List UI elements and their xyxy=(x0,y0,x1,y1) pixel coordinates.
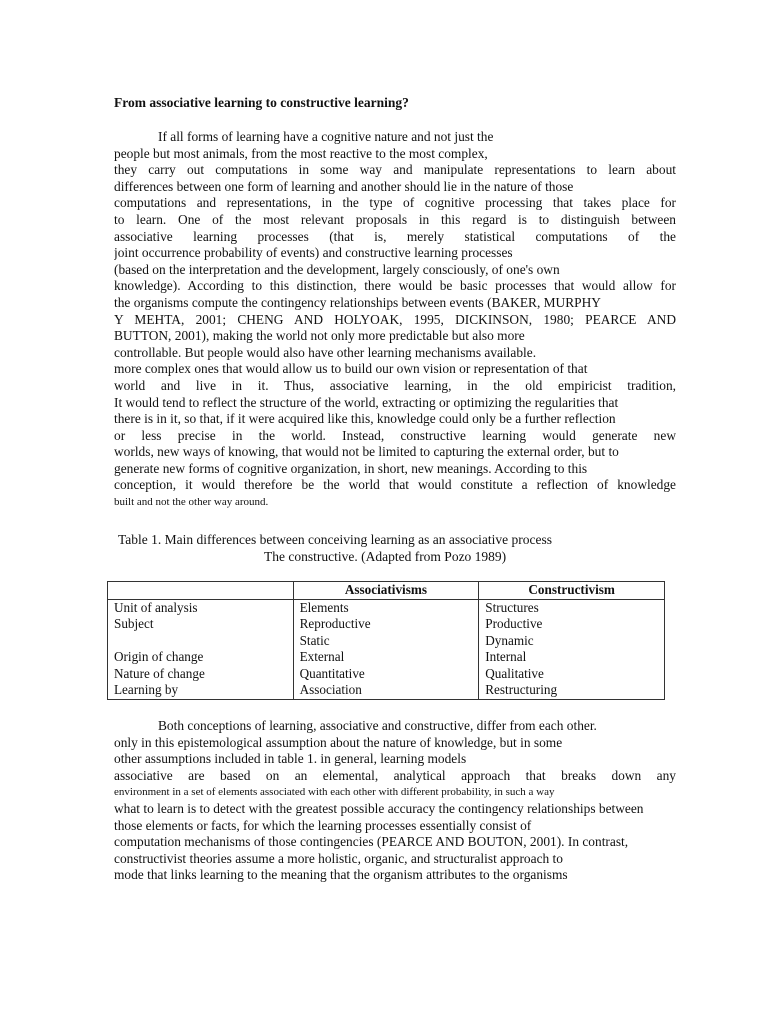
text-line: world and live in it. Thus, associative learning, in the old empiricist tradition, xyxy=(114,377,676,393)
table-header-cell: Constructivism xyxy=(479,582,665,600)
text-line: those elements or facts, for which the learning processes essentially consist of xyxy=(114,817,532,833)
text-line: or less precise in the world. Instead, constructive learning would generate new xyxy=(114,427,676,443)
table-header-cell: Associativisms xyxy=(293,582,479,600)
table-row xyxy=(108,633,665,650)
text-line: controllable. But people would also have other learning mechanisms available. xyxy=(114,344,537,360)
section-title: From associative learning to constructive learning? xyxy=(114,95,409,110)
table-caption-line-1: Table 1. Main differences between conceiving learning as an associative process xyxy=(118,532,553,547)
table-cell: Learning by xyxy=(108,682,294,699)
text-line: worlds, new ways of knowing, that would not be limited to capturing the external order, but to xyxy=(114,444,619,460)
table-row xyxy=(108,649,665,666)
text-line: mode that links learning to the meaning that the organism attributes to the organisms xyxy=(114,867,568,883)
text-line: associative are based on an elemental, analytical approach that breaks down any xyxy=(114,767,676,783)
table-header-cell xyxy=(108,582,294,600)
comparison-table xyxy=(107,581,665,700)
table-cell: External xyxy=(293,649,479,666)
table-cell: Qualitative xyxy=(479,666,665,683)
text-line: associative learning processes (that is, merely statistical computations of the xyxy=(114,228,676,244)
table-cell: Reproductive xyxy=(293,616,479,633)
text-line: to learn. One of the most relevant proposals in this regard is to distinguish between xyxy=(114,211,676,227)
text-line: conception, it would therefore be the world that would constitute a reflection of knowledge xyxy=(114,477,676,493)
text-line: knowledge). According to this distinction, there would be basic processes that would allow for xyxy=(114,278,676,294)
text-line: generate new forms of cognitive organization, in short, new meanings. According to this xyxy=(114,460,588,476)
table-header-row xyxy=(108,582,665,600)
paragraph-2 xyxy=(114,718,676,884)
text-line: It would tend to reflect the structure of the world, extracting or optimizing the regularities that xyxy=(114,394,619,410)
text-line: the organisms compute the contingency relationships between events (BAKER, MURPHY xyxy=(114,294,601,310)
text-line: built and not the other way around. xyxy=(114,496,269,509)
table-cell: Subject xyxy=(108,616,294,633)
text-line: computation mechanisms of those contingencies (PEARCE AND BOUTON, 2001). In contrast, xyxy=(114,834,629,850)
text-line: more complex ones that would allow us to build our own vision or representation of that xyxy=(114,361,588,377)
table-cell: Productive xyxy=(479,616,665,633)
text-line: (based on the interpretation and the development, largely consciously, of one's own xyxy=(114,261,560,277)
table-cell xyxy=(108,633,294,650)
text-line: Y MEHTA, 2001; CHENG AND HOLYOAK, 1995, DICKINSON, 1980; PEARCE AND xyxy=(114,311,676,327)
paragraph-1 xyxy=(114,129,676,511)
table-cell: Dynamic xyxy=(479,633,665,650)
text-line: environment in a set of elements associated with each other with different probability, in such a way xyxy=(114,786,555,799)
text-line: joint occurrence probability of events) and constructive learning processes xyxy=(114,245,513,261)
text-line: what to learn is to detect with the greatest possible accuracy the contingency relationships between xyxy=(114,800,644,816)
text-line: BUTTON, 2001), making the world not only more predictable but also more xyxy=(114,328,525,344)
text-line: constructivist theories assume a more holistic, organic, and structuralist approach to xyxy=(114,850,563,866)
table-cell: Unit of analysis xyxy=(108,599,294,616)
table-row xyxy=(108,616,665,633)
text-line: only in this epistemological assumption about the nature of knowledge, but in some xyxy=(114,734,563,750)
text-line: computations and representations, in the type of cognitive processing that takes place for xyxy=(114,195,676,211)
text-line: differences between one form of learning and another should lie in the nature of those xyxy=(114,178,574,194)
text-line: If all forms of learning have a cognitive nature and not just the xyxy=(158,129,494,144)
table-cell: Structures xyxy=(479,599,665,616)
table-cell: Nature of change xyxy=(108,666,294,683)
text-line: there is in it, so that, if it were acquired like this, knowledge could only be a further reflection xyxy=(114,411,616,427)
table-caption-line-2: The constructive. (Adapted from Pozo 1989) xyxy=(264,549,507,564)
table-cell: Internal xyxy=(479,649,665,666)
table-cell: Static xyxy=(293,633,479,650)
table-cell: Quantitative xyxy=(293,666,479,683)
table-row xyxy=(108,666,665,683)
text-line: people but most animals, from the most reactive to the most complex, xyxy=(114,145,488,161)
text-line: other assumptions included in table 1. in general, learning models xyxy=(114,751,467,767)
table-cell: Association xyxy=(293,682,479,699)
table-cell: Restructuring xyxy=(479,682,665,699)
table-cell: Elements xyxy=(293,599,479,616)
table-cell: Origin of change xyxy=(108,649,294,666)
table-row xyxy=(108,599,665,616)
table-caption xyxy=(114,531,676,565)
table-row xyxy=(108,682,665,699)
text-line: they carry out computations in some way and manipulate representations to learn about xyxy=(114,162,676,178)
text-line: Both conceptions of learning, associative and constructive, differ from each other. xyxy=(158,718,597,733)
